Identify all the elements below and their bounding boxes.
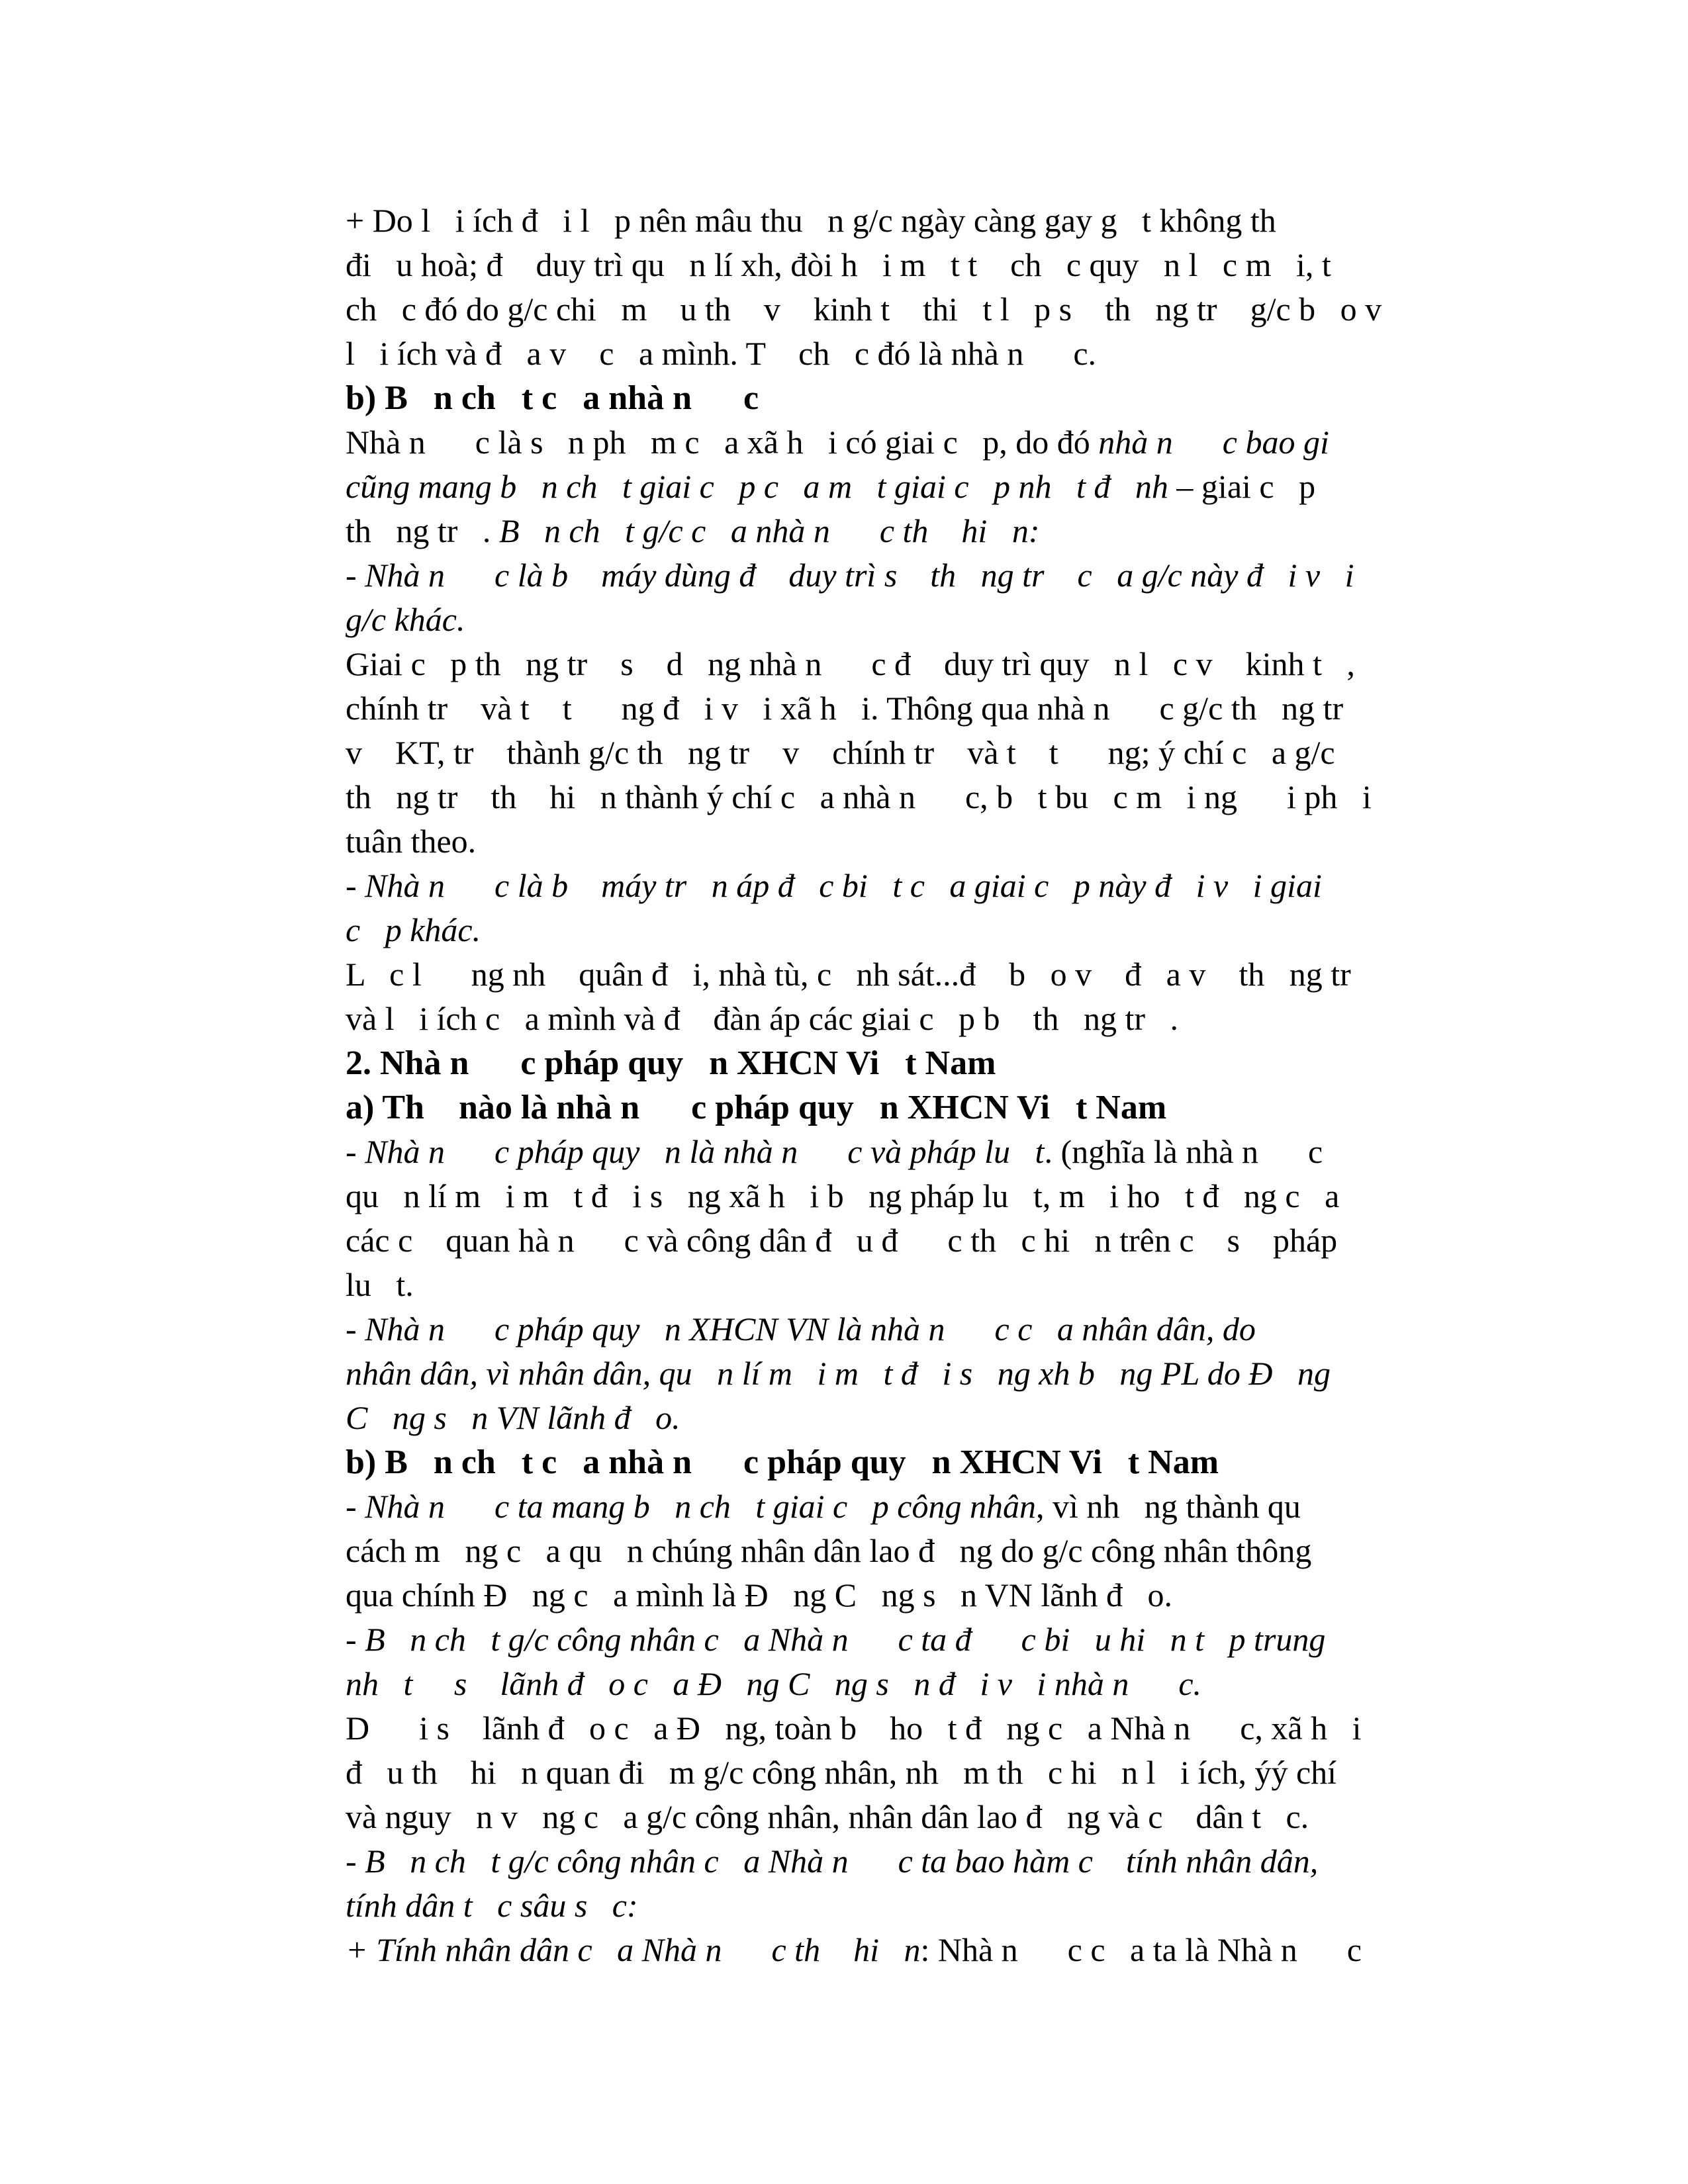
text-segment: tuân theo. bbox=[346, 823, 477, 860]
text-segment: Giai c p th ng tr s d ng nhà n c đ duy trì quy n l c v kinh t , bbox=[346, 645, 1355, 682]
text-line bbox=[346, 731, 1438, 775]
text-segment: b) B n ch t c a nhà n c pháp quy n XHCN Vi t Nam bbox=[346, 1443, 1219, 1481]
text-segment: B n ch t g/c c a nhà n c th hi n: bbox=[498, 512, 1040, 549]
text-segment: - B n ch t g/c công nhân c a Nhà n c ta đ c bi u hi n t p trung bbox=[346, 1621, 1326, 1658]
text-segment: – giai c p bbox=[1168, 468, 1316, 505]
text-segment: chính tr và t t ng đ i v i xã h i. Thông qua nhà n c g/c th ng tr bbox=[346, 690, 1344, 727]
text-line bbox=[346, 1529, 1438, 1573]
text-segment: + Do l i ích đ i l p nên mâu thu n g/c ngày càng gay g t không th bbox=[346, 202, 1276, 239]
section-heading bbox=[346, 1085, 1438, 1130]
text-line bbox=[346, 287, 1438, 332]
text-line bbox=[346, 199, 1438, 243]
text-segment: đi u hoà; đ duy trì qu n lí xh, đòi h i m t t ch c quy n l c m i, t bbox=[346, 246, 1331, 283]
italic-text-line bbox=[346, 1307, 1438, 1351]
text-line bbox=[346, 420, 1438, 465]
text-line bbox=[346, 1751, 1438, 1795]
text-segment: nhà n c bao gi bbox=[1098, 424, 1329, 461]
text-line bbox=[346, 1573, 1438, 1617]
text-segment: các c quan hà n c và công dân đ u đ c th c hi n trên c s pháp bbox=[346, 1222, 1338, 1259]
text-line bbox=[346, 819, 1438, 864]
text-line bbox=[346, 642, 1438, 686]
text-segment: c p khác. bbox=[346, 911, 481, 948]
text-line bbox=[346, 509, 1438, 553]
section-heading bbox=[346, 1440, 1438, 1484]
text-segment: ch c đó do g/c chi m u th v kinh t thi t l p s th ng tr g/c b o v bbox=[346, 291, 1382, 328]
text-segment: qua chính Đ ng c a mình là Đ ng C ng s n VN lãnh đ o. bbox=[346, 1576, 1172, 1614]
text-line bbox=[346, 1928, 1438, 1972]
text-segment: : Nhà n c c a ta là Nhà n c bbox=[920, 1931, 1362, 1968]
text-line bbox=[346, 1484, 1438, 1529]
section-heading bbox=[346, 1041, 1438, 1085]
italic-text-line bbox=[346, 1351, 1438, 1396]
text-segment: l i ích và đ a v c a mình. T ch c đó là nhà n c. bbox=[346, 335, 1097, 372]
text-segment: - B n ch t g/c công nhân c a Nhà n c ta bao hàm c tính nhân dân, bbox=[346, 1843, 1319, 1880]
text-segment: đ u th hi n quan đi m g/c công nhân, nh m th c hi n l i ích, ýý chí bbox=[346, 1754, 1337, 1791]
text-line bbox=[346, 1706, 1438, 1751]
text-segment: và nguy n v ng c a g/c công nhân, nhân dân lao đ ng và c dân t c. bbox=[346, 1798, 1309, 1835]
text-segment: L c l ng nh quân đ i, nhà tù, c nh sát...đ b o v đ a v th ng tr bbox=[346, 956, 1351, 993]
document-page bbox=[346, 199, 1438, 1972]
text-segment: th ng tr . bbox=[346, 512, 499, 549]
text-line bbox=[346, 997, 1438, 1041]
text-line bbox=[346, 465, 1438, 509]
text-segment: C ng s n VN lãnh đ o. bbox=[346, 1399, 680, 1436]
italic-text-line bbox=[346, 1396, 1438, 1440]
text-segment: cách m ng c a qu n chúng nhân dân lao đ ng do g/c công nhân thông bbox=[346, 1532, 1312, 1569]
text-segment: Nhà n c là s n ph m c a xã h i có giai c p, do đó bbox=[346, 424, 1099, 461]
text-segment: - Nhà n c pháp quy n là nhà n c và pháp lu t bbox=[346, 1133, 1045, 1170]
text-line bbox=[346, 686, 1438, 731]
text-segment: D i s lãnh đ o c a Đ ng, toàn b ho t đ ng c a Nhà n c, xã h i bbox=[346, 1709, 1362, 1747]
text-segment: qu n lí m i m t đ i s ng xã h i b ng pháp lu t, m i ho t đ ng c a bbox=[346, 1177, 1340, 1214]
text-segment: cũng mang b n ch t giai c p c a m t giai c p nh t đ nh bbox=[346, 468, 1168, 505]
italic-text-line bbox=[346, 1662, 1438, 1706]
text-line bbox=[346, 332, 1438, 376]
text-segment: v KT, tr thành g/c th ng tr v chính tr và t t ng; ý chí c a g/c bbox=[346, 734, 1335, 771]
text-line bbox=[346, 1174, 1438, 1218]
text-segment: - Nhà n c là b máy dùng đ duy trì s th ng tr c a g/c này đ i v i bbox=[346, 557, 1354, 594]
text-line bbox=[346, 1795, 1438, 1839]
text-line bbox=[346, 1130, 1438, 1174]
italic-text-line bbox=[346, 1617, 1438, 1662]
italic-text-line bbox=[346, 553, 1438, 598]
text-segment: lu t. bbox=[346, 1266, 414, 1303]
text-segment: và l i ích c a mình và đ đàn áp các giai c p b th ng tr . bbox=[346, 1000, 1178, 1037]
text-line bbox=[346, 1263, 1438, 1307]
italic-text-line bbox=[346, 1839, 1438, 1884]
text-segment: b) B n ch t c a nhà n c bbox=[346, 379, 759, 417]
text-segment: th ng tr th hi n thành ý chí c a nhà n c, b t bu c m i ng i ph i bbox=[346, 778, 1372, 815]
text-segment: g/c khác. bbox=[346, 601, 465, 638]
text-segment: 2. Nhà n c pháp quy n XHCN Vi t Nam bbox=[346, 1044, 996, 1082]
text-segment: , vì nh ng thành qu bbox=[1035, 1488, 1301, 1525]
text-segment: . (nghĩa là nhà n c bbox=[1044, 1133, 1323, 1170]
italic-text-line bbox=[346, 908, 1438, 952]
text-line bbox=[346, 1218, 1438, 1263]
text-segment: - Nhà n c pháp quy n XHCN VN là nhà n c c a nhân dân, do bbox=[346, 1310, 1256, 1347]
text-segment: - Nhà n c ta mang b n ch t giai c p công nhân bbox=[346, 1488, 1036, 1525]
text-segment: + Tính nhân dân c a Nhà n c th hi n bbox=[346, 1931, 921, 1968]
text-segment: a) Th nào là nhà n c pháp quy n XHCN Vi t Nam bbox=[346, 1089, 1167, 1126]
text-segment: nhân dân, vì nhân dân, qu n lí m i m t đ i s ng xh b ng PL do Đ ng bbox=[346, 1355, 1331, 1392]
text-line bbox=[346, 775, 1438, 819]
text-line bbox=[346, 952, 1438, 997]
italic-text-line bbox=[346, 598, 1438, 642]
text-segment: tính dân t c sâu s c: bbox=[346, 1887, 638, 1924]
italic-text-line bbox=[346, 864, 1438, 908]
italic-text-line bbox=[346, 1884, 1438, 1928]
text-segment: nh t s lãnh đ o c a Đ ng C ng s n đ i v i nhà n c. bbox=[346, 1665, 1202, 1702]
text-segment: - Nhà n c là b máy tr n áp đ c bi t c a giai c p này đ i v i giai bbox=[346, 867, 1322, 904]
text-line bbox=[346, 243, 1438, 287]
section-heading bbox=[346, 376, 1438, 420]
